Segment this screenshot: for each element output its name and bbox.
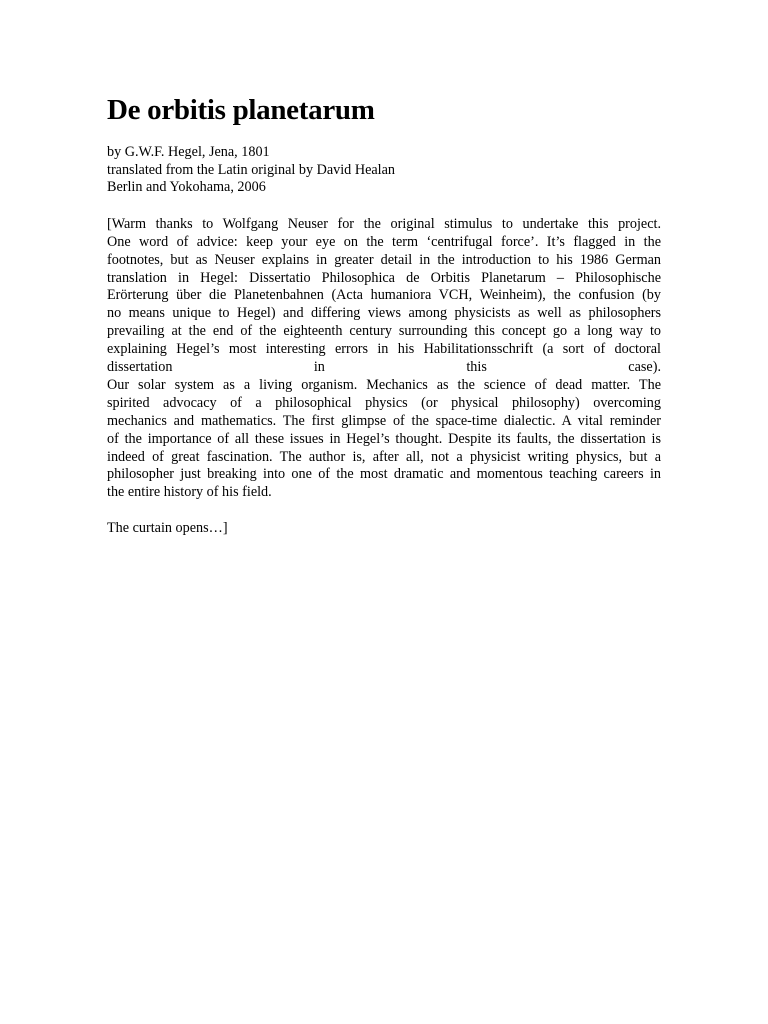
text-line: dissertation in this case). (107, 359, 661, 376)
paragraph-summary (107, 377, 661, 502)
text-line: philosopher just breaking into one of the most dramatic and momentous teaching careers in (107, 466, 661, 483)
text-line: the entire history of his field. (107, 484, 272, 501)
text-line: Our solar system as a living organism. Mechanics as the science of dead matter. The (107, 376, 661, 393)
text-line: One word of advice: keep your eye on the term ‘centrifugal force’. It’s flagged in the (107, 233, 661, 250)
byline-place-date: Berlin and Yokohama, 2006 (107, 179, 266, 196)
paragraph-acknowledgement (107, 216, 661, 377)
text-line: [Warm thanks to Wolfgang Neuser for the original stimulus to undertake this project. (107, 215, 661, 232)
byline-author: by G.W.F. Hegel, Jena, 1801 (107, 144, 270, 160)
byline-translator: translated from the Latin original by David Healan (107, 161, 395, 178)
byline (107, 144, 661, 197)
text-line: prevailing at the end of the eighteenth century surrounding this concept go a long way to (107, 323, 661, 340)
text-line: spirited advocacy of a philosophical physics (or physical philosophy) overcoming (107, 394, 661, 411)
text-line: translation in Hegel: Dissertatio Philosophica de Orbitis Planetarum – Philosophische (107, 269, 661, 286)
text-line: Erörterung über die Planetenbahnen (Acta humaniora VCH, Weinheim), the confusion (by (107, 287, 661, 304)
text-line: mechanics and mathematics. The first glimpse of the space-time dialectic. A vital reminder (107, 412, 661, 429)
document-title: De orbitis planetarum (107, 94, 375, 126)
text-line: indeed of great fascination. The author is, after all, not a physicist writing physics, but a (107, 448, 661, 465)
text-line: no means unique to Hegel) and differing views among physicists as well as philosophers (107, 305, 661, 322)
text-line: explaining Hegel’s most interesting errors in his Habilitationsschrift (a sort of doctoral (107, 341, 661, 358)
document-body (107, 92, 661, 538)
paragraph-closing: The curtain opens…] (107, 520, 228, 537)
text-line: footnotes, but as Neuser explains in greater detail in the introduction to his 1986 German (107, 251, 661, 268)
text-line: of the importance of all these issues in Hegel’s thought. Despite its faults, the dissertation is (107, 430, 661, 447)
